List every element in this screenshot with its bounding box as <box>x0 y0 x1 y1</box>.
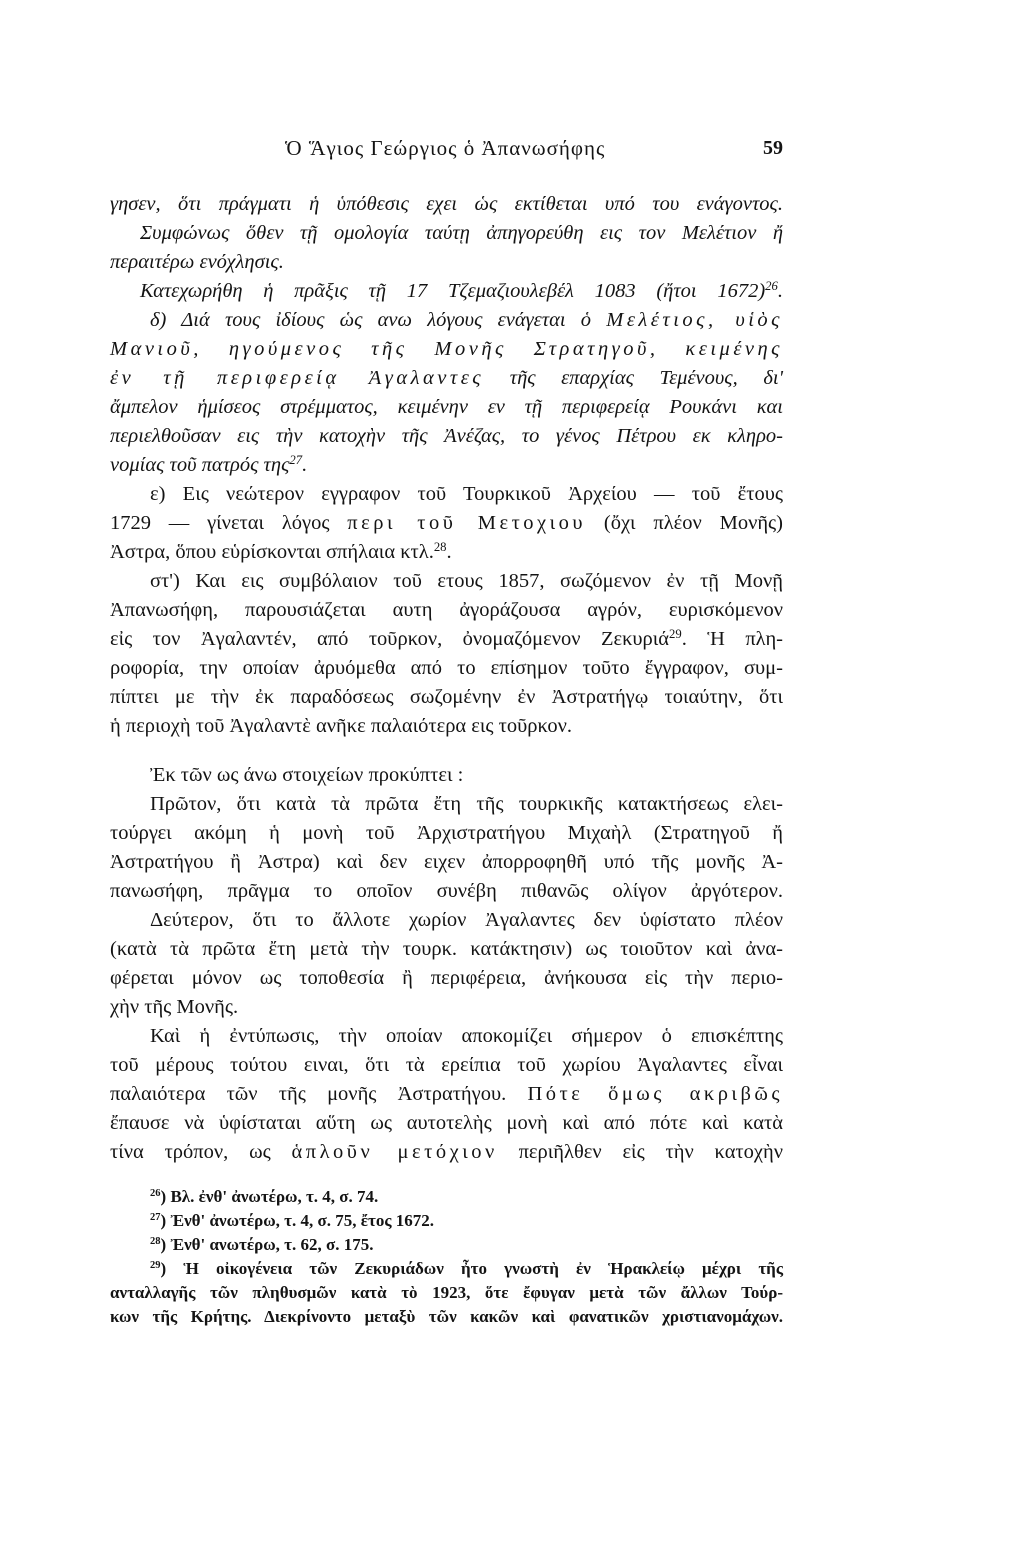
page-header <box>0 134 1024 162</box>
text-line <box>110 625 783 654</box>
text-line <box>110 509 783 538</box>
footnote-number: 28 <box>150 1236 161 1248</box>
text-line: Δεύτερον, ὅτι το ἄλλοτε χωρίον Ἀγαλαντες δεν ὑφίστατο πλέον <box>150 909 783 931</box>
running-title: Ὁ Ἅγιος Γεώργιος ὁ Ἀπανωσήφης <box>285 136 606 160</box>
footnote <box>110 1209 783 1233</box>
text-segment: . <box>446 541 452 563</box>
text-segment: εἰς τον Ἀγαλαντέν, από τοῦρκον, ὀνομαζόμενον Ζεκυριά <box>110 628 670 650</box>
text-line: Ἐκ τῶν ως άνω στοιχείων προκύπτει : <box>150 764 464 786</box>
spaced-text: Πότε ὅμως ακριβῶς <box>527 1083 783 1105</box>
footnote <box>110 1185 783 1209</box>
text-line: Ἀπανωσήφη, παρουσιάζεται αυτη ἀγοράζουσα αγρόν, ευρισκόμενον <box>110 599 783 621</box>
page-number: 59 <box>763 137 783 159</box>
text-line: ἄμπελον ἡμίσεος στρέμματος, κειμένην εν τῇ περιφερείᾳ Ρουκάνι και <box>110 396 783 418</box>
text-segment: . <box>777 280 783 302</box>
text-line <box>110 335 783 364</box>
text-line: φέρεται μόνον ως τοποθεσία ἢ περιφέρεια, ἀνήκουσα εἰς τὴν περιο- <box>110 967 783 989</box>
spaced-text: ἐν τῇ περιφερείᾳ Ἀγαλαντες <box>110 367 485 389</box>
text-segment: νομίας τοῦ πατρός της <box>110 454 290 476</box>
footnote-reference: 27 <box>289 453 303 468</box>
text-segment: . Ἡ πλη- <box>681 628 783 650</box>
text-segment: δ) Διά τους ἰδίους ὡς ανω λόγους ενάγεται ὁ <box>150 309 607 331</box>
text-line <box>110 1080 783 1109</box>
text-segment: Κατεχωρήθη ἡ πρᾶξις τῇ 17 Τζεμαζιουλεβέλ 1083 (ἤτοι 1672) <box>140 280 766 302</box>
text-line: πίπτει με τὴν ἐκ παραδόσεως σωζομένην ἐν Ἀστρατήγῳ τοιαύτην, ὅτι <box>110 686 783 708</box>
text-line: στ') Και εις συμβόλαιον τοῦ ετους 1857, σωζόμενον ἐν τῇ Μονῇ <box>150 570 783 592</box>
footnote <box>110 1257 783 1281</box>
text-segment: τῆς επαρχίας Τεμένους, δι' <box>484 367 783 389</box>
text-line: γησεν, ὅτι πράγματι ἡ ὑπόθεσις εχει ὡς εκτίθεται υπό του ενάγοντος. <box>110 193 783 215</box>
text-line <box>110 538 783 567</box>
footnote <box>110 1233 783 1257</box>
text-line: περαιτέρω ενόχλησις. <box>110 251 284 273</box>
section-gap <box>110 741 783 761</box>
text-line <box>110 364 783 393</box>
footnote-number: 27 <box>150 1212 161 1224</box>
text-segment: περιῆλθεν εἰς τὴν κατοχὴν <box>497 1141 784 1163</box>
footnote-reference: 28 <box>433 540 447 555</box>
text-line <box>110 306 783 335</box>
text-line: πανωσήφη, πρᾶγμα το οποῖον συνέβη πιθανῶς ολίγον ἀργότερον. <box>110 880 783 902</box>
footnote-text: ) Βλ. ἐνθ' ἀνωτέρω, τ. 4, σ. 74. <box>160 1187 379 1206</box>
footnote-number: 29 <box>150 1260 161 1272</box>
text-line: χὴν τῆς Μονῆς. <box>110 996 239 1018</box>
text-segment: παλαιότερα τῶν τῆς μονῆς Ἀστρατήγου. <box>110 1083 528 1105</box>
text-segment: Ἀστρα, ὅπου εὑρίσκονται σπήλαια κτλ. <box>110 541 434 563</box>
text-line: Συμφώνως ὅθεν τῇ ομολογία ταύτῃ ἀπηγορεύθη εις τον Μελέτιον ἤ <box>140 222 783 244</box>
footnote-continuation: ανταλλαγῆς τῶν πληθυσμῶν κατὰ τὸ 1923, ὅτε ἔφυγαν μετὰ τῶν ἄλλων Τούρ- <box>110 1283 783 1302</box>
text-line: Καὶ ἡ ἐντύπωσις, τὴν οποίαν αποκομίζει σήμερον ὁ επισκέπτης <box>150 1025 783 1047</box>
text-segment: . <box>302 454 308 476</box>
text-line: τούργει ακόμη ἡ μονὴ τοῦ Ἀρχιστρατήγου Μιχαὴλ (Στρατηγοῦ ἤ <box>110 822 783 844</box>
footnote-text: ) Ἐνθ' ἀνωτέρω, τ. 4, σ. 75, ἔτος 1672. <box>160 1211 434 1230</box>
text-line: τοῦ μέρους τούτου ειναι, ὅτι τὰ ερείπια τοῦ χωρίου Ἀγαλαντες εἶναι <box>110 1054 783 1076</box>
text-section <box>110 761 783 1167</box>
main-text <box>110 190 783 1167</box>
footnote-reference: 29 <box>669 627 682 642</box>
spaced-text: Μανιοῦ, ηγούμενος τῆς Μονῆς Στρατηγοῦ, κειμένης <box>110 338 783 360</box>
text-line <box>110 1138 783 1167</box>
text-line: ε) Εις νεώτερον εγγραφον τοῦ Τουρκικοῦ Ἀρχείου — τοῦ ἔτους <box>150 483 783 505</box>
text-segment: τίνα τρόπον, ως <box>110 1141 292 1163</box>
text-line <box>110 451 783 480</box>
text-section <box>110 190 783 741</box>
footnote-reference: 26 <box>765 279 778 294</box>
text-segment: (ὄχι πλέον Μονῆς) <box>586 512 784 534</box>
footnote-continuation: κων τῆς Κρήτης. Διεκρίνοντο μεταξὺ τῶν κακῶν καὶ φανατικῶν χριστιανομάχων. <box>110 1307 783 1326</box>
text-line: Ἀστρατήγου ἢ Ἀστρα) καὶ δεν ειχεν ἀπορροφηθῆ υπό τῆς μονῆς Ἀ- <box>110 851 783 873</box>
spaced-text: περι τοῦ Μετοχιου <box>347 512 587 534</box>
footnote-number: 26 <box>150 1188 161 1200</box>
footnote-text: ) Ἡ οἰκογένεια τῶν Ζεκυριάδων ἦτο γνωστὴ ἐν Ἡρακλείῳ μέχρι τῆς <box>160 1259 783 1278</box>
text-line: ροφορία, την οποίαν ἀρυόμεθα από το επίσημον τοῦτο ἔγγραφον, συμ- <box>110 657 783 679</box>
spaced-text: ἁπλοῦν μετόχιον <box>291 1141 498 1163</box>
text-line: περιελθοῦσαν εις τὴν κατοχὴν τῆς Ἀνέζας, το γένος Πέτρου εκ κληρο- <box>110 425 783 447</box>
footnote-text: ) Ἐνθ' ανωτέρω, τ. 62, σ. 175. <box>160 1235 374 1254</box>
footnotes <box>110 1185 783 1329</box>
text-line: ἔπαυσε νὰ ὑφίσταται αὕτη ως αυτοτελὴς μονὴ καὶ από πότε καὶ κατὰ <box>110 1112 783 1134</box>
text-line: (κατὰ τὰ πρῶτα ἔτη μετὰ τὴν τουρκ. κατάκτησιν) ως τοιοῦτον καὶ ἀνα- <box>110 938 783 960</box>
spaced-text: Μελέτιος, υἱὸς <box>606 309 783 331</box>
text-segment: 1729 — γίνεται λόγος <box>110 512 348 534</box>
text-line <box>110 277 783 306</box>
text-line: ἡ περιοχὴ τοῦ Ἀγαλαντὲ ανῆκε παλαιότερα εις τοῦρκον. <box>110 715 573 737</box>
text-line: Πρῶτον, ὅτι κατὰ τὰ πρῶτα ἔτη τῆς τουρκικῆς κατακτήσεως ελει- <box>150 793 783 815</box>
